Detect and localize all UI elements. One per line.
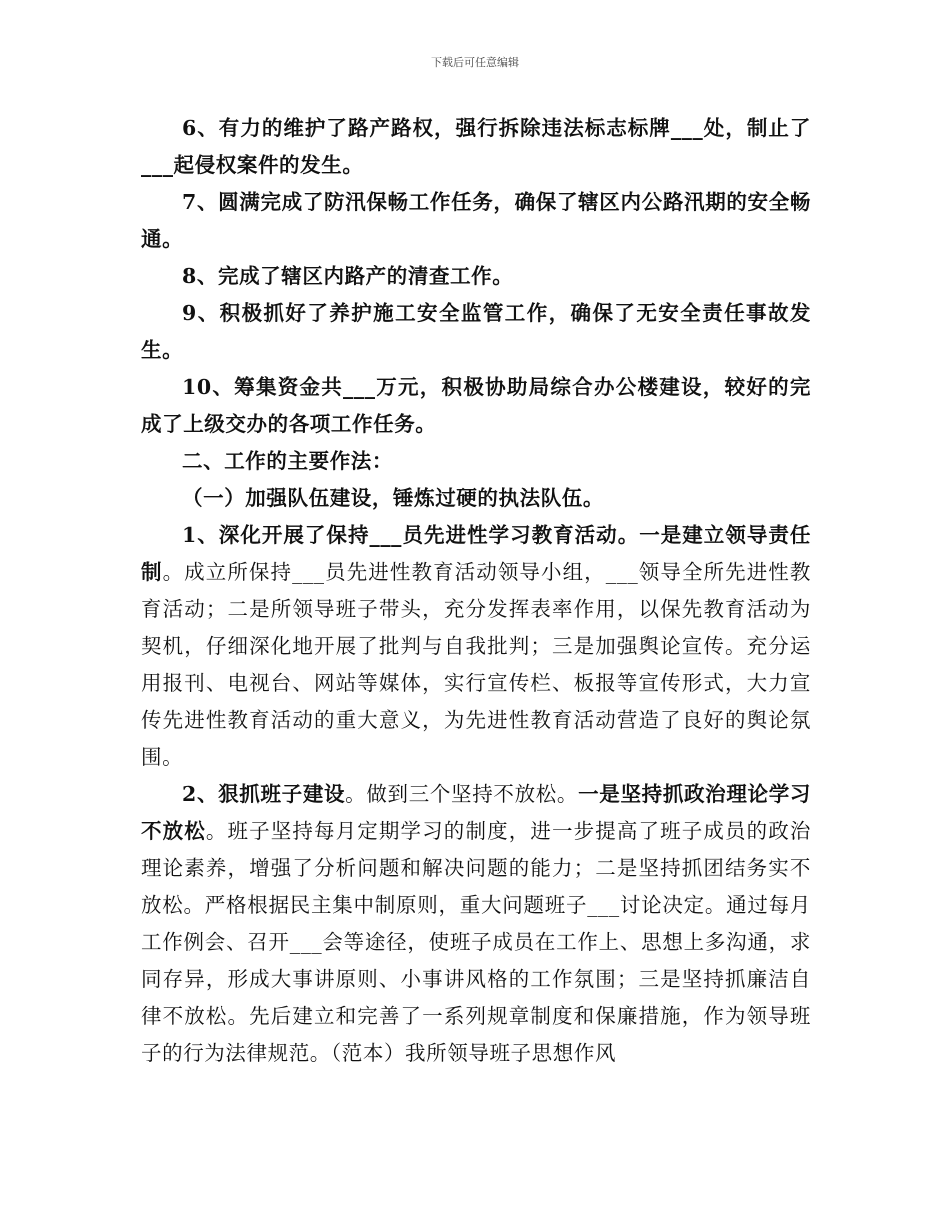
paragraph-lead-bold: 2、狠抓班子建设 xyxy=(182,782,346,806)
paragraph-body-text: 。班子坚持每月定期学习的制度，进一步提高了班子成员的政治理论素养，增强了分析问题和解决问题的能力；二是坚持抓团结务实不放松。严格根据民主集中制原则，重大问题班子___讨论决定。通过每月工作例会、召开___会等途径，使班子成员在工作上、思想上多沟通，求同存异，形成大事讲原则、小事讲风格的工作氛围；三是坚持抓廉洁自律不放松。先后建立和完善了一系列规章制度和保廉措施，作为领导班子的行为法律规范。（范本）我所领导班子思想作风 xyxy=(141,819,811,1065)
document-body xyxy=(141,110,811,1072)
paragraph-emphasis-bold: 一是坚持抓政治理论学习不放松 xyxy=(141,782,811,843)
paragraph-item-6: 6、有力的维护了路产路权，强行拆除违法标志标牌___处，制止了___起侵权案件的发生。 xyxy=(141,116,811,177)
page-header: 下载后可任意编辑 xyxy=(431,56,519,69)
paragraph-body-text: 。成立所保持___员先进性教育活动领导小组，___领导全所先进性教育活动；二是所领导班子带头，充分发挥表率作用，以保先教育活动为契机，仔细深化地开展了批判与自我批判；三是加强舆论宣传。充分运用报刊、电视台、网站等媒体，实行宣传栏、板报等宣传形式，大力宣传先进性教育活动的重大意义，为先进性教育活动营造了良好的舆论氛围。 xyxy=(141,560,811,769)
paragraph-item-10: 10、筹集资金共___万元，积极协助局综合办公楼建设，较好的完成了上级交办的各项工作任务。 xyxy=(141,375,811,436)
paragraph-team-building xyxy=(141,776,811,1072)
subsection-heading-1: （一）加强队伍建设，锤炼过硬的执法队伍。 xyxy=(182,486,604,510)
paragraph-deepen-activities xyxy=(141,517,811,776)
paragraph-lead-bold: 1、深化开展了保持___员先进性学习教育活动。一是建立领导责任制 xyxy=(141,523,811,584)
paragraph-item-7: 7、圆满完成了防汛保畅工作任务，确保了辖区内公路汛期的安全畅通。 xyxy=(141,190,811,251)
paragraph-item-9: 9、积极抓好了养护施工安全监管工作，确保了无安全责任事故发生。 xyxy=(141,301,811,362)
section-heading-2: 二、工作的主要作法： xyxy=(182,449,393,473)
paragraph-body-text: 。做到三个坚持不放松。 xyxy=(345,782,579,806)
paragraph-item-8: 8、完成了辖区内路产的清查工作。 xyxy=(182,264,514,288)
